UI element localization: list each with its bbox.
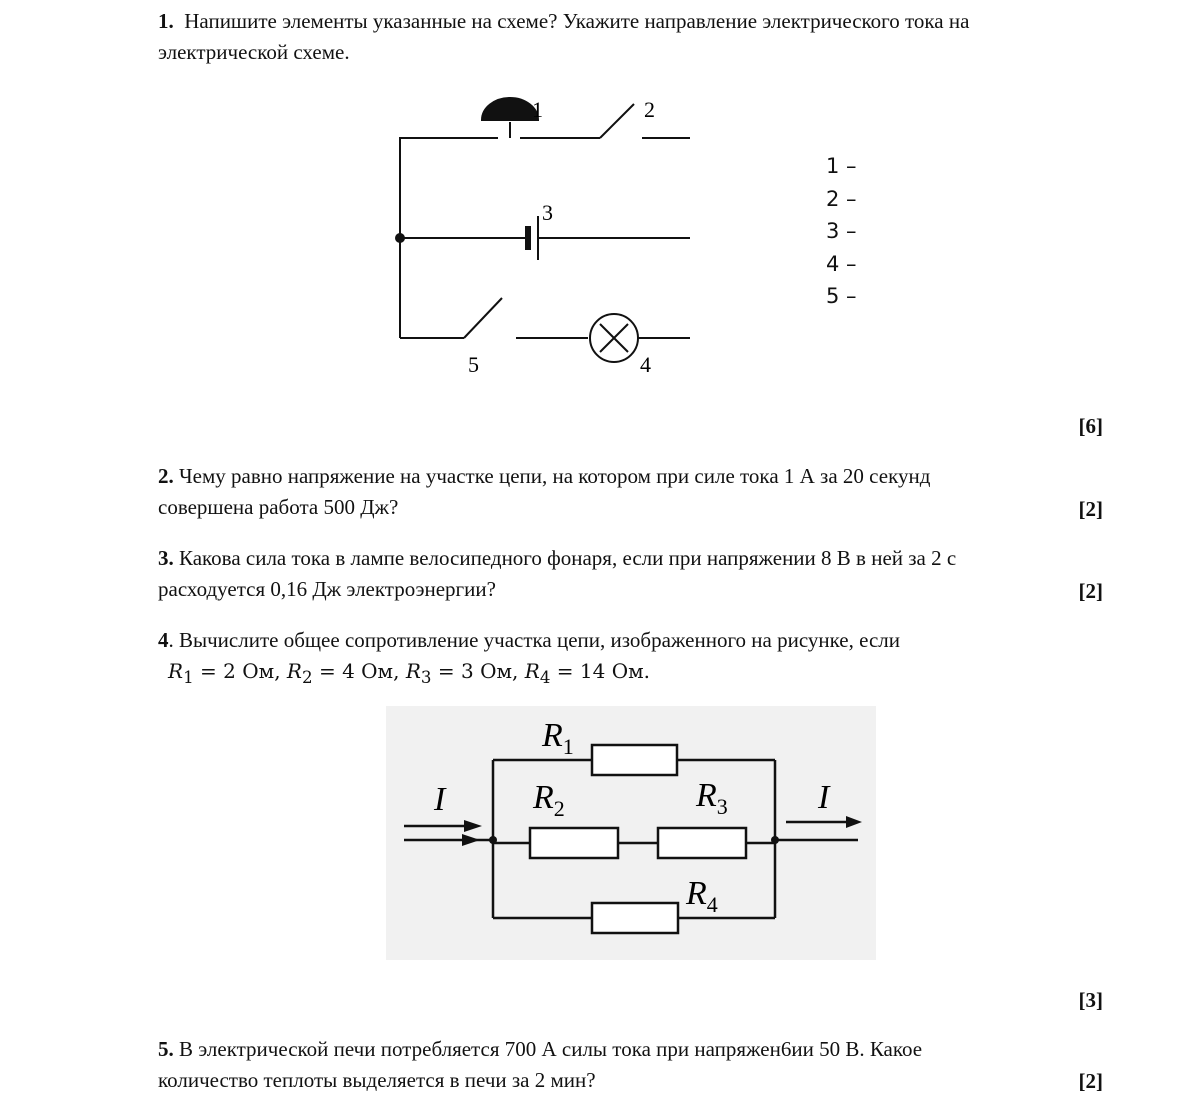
r3-subscript: 3 <box>716 794 728 819</box>
question-3-score: [2] <box>1078 579 1103 603</box>
legend-item-3: 3 – <box>826 219 857 243</box>
question-5-line-2: количество теплоты выделяется в печи за 2 мин? <box>158 1068 596 1092</box>
legend-list <box>826 150 857 313</box>
resistor-r3 <box>658 828 746 858</box>
r4-symbol: R <box>686 875 707 912</box>
label-3: 3 <box>542 200 553 225</box>
label-1: 1 <box>532 97 543 122</box>
question-2-score: [2] <box>1078 497 1103 521</box>
r2-value: 4 Ом <box>342 659 394 683</box>
r1-subscript: 1 <box>562 734 574 759</box>
resistor-r1 <box>592 745 677 775</box>
resistor-r2 <box>530 828 618 858</box>
r3-symbol: R <box>696 777 717 814</box>
question-4-score: [3] <box>1078 988 1103 1012</box>
question-2-number: 2. <box>158 464 174 488</box>
question-3-line-2: расходуется 0,16 Дж электроэнергии? <box>158 577 496 601</box>
label-2: 2 <box>644 97 655 122</box>
label-4: 4 <box>640 352 651 377</box>
question-4-line-1: . Вычислите общее сопротивление участка цепи, изображенного на рисунке, если <box>168 628 901 652</box>
question-2-line-1: Чему равно напряжение на участке цепи, на котором при силе тока 1 А за 20 секунд <box>179 464 931 488</box>
legend-item-1: 1 – <box>826 154 857 178</box>
r1-value: 2 Ом <box>223 659 275 683</box>
label-5: 5 <box>468 352 479 377</box>
top-wire-right <box>642 138 690 238</box>
question-4-number: 4 <box>158 628 169 652</box>
junction-left <box>395 233 405 243</box>
question-1-line-2: электрической схеме. <box>158 40 350 64</box>
question-3-line-1: Какова сила тока в лампе велосипедного фонаря, если при напряжении 8 В в ней за 2 с <box>179 546 957 570</box>
r2-symbol: R <box>533 779 554 816</box>
question-1-text <box>158 6 969 68</box>
question-2-text <box>158 461 930 523</box>
r2-subscript: 2 <box>553 796 565 821</box>
left-node <box>489 836 497 844</box>
input-arrow-head <box>462 834 480 846</box>
top-wire-left <box>400 138 498 238</box>
question-2-line-2: совершена работа 500 Дж? <box>158 495 399 519</box>
r2-label <box>532 779 565 821</box>
right-node <box>771 836 779 844</box>
question-5-line-1: В электрической печи потребляется 700 А силы тока при напряжен6ии 50 В. Какое <box>179 1037 923 1061</box>
question-5-number: 5. <box>158 1037 174 1061</box>
r4-subscript: 4 <box>706 892 718 917</box>
legend-item-4: 4 – <box>826 251 857 276</box>
bell-icon <box>482 98 538 120</box>
question-1-line-1: Напишите элементы указанные на схеме? Укажите направление электрического тока на <box>184 9 970 33</box>
legend-item-2: 2 – <box>826 186 857 211</box>
circuit-diagram-1 <box>380 90 690 380</box>
question-1-score: [6] <box>1078 414 1103 438</box>
legend-item-5: 5 – <box>826 284 857 308</box>
question-1-number: 1. <box>158 9 174 33</box>
switch-2-blade <box>600 104 634 138</box>
resistor-r4 <box>592 903 678 933</box>
bottom-wire-right <box>638 238 690 338</box>
r1-symbol: R <box>542 717 563 754</box>
current-out-label: I <box>818 779 830 816</box>
switch-5-blade <box>464 298 502 338</box>
r1-label <box>541 717 574 759</box>
r4-label <box>685 875 718 917</box>
question-4-text <box>158 625 900 693</box>
r4-value: 14 Ом. <box>579 659 651 683</box>
current-in-label: I <box>434 781 446 818</box>
question-5-score: [2] <box>1078 1069 1103 1093</box>
circuit-diagram-4 <box>386 706 876 960</box>
r3-label <box>695 777 728 819</box>
question-3-text <box>158 543 956 605</box>
r3-value: 3 Ом <box>461 659 513 683</box>
question-4-formula: $R_1 = 2$ Ом, $R_2 = 4$ Ом, $R_3 = 3$ Ом, $R_4 = 14$ Ом. <box>168 659 651 687</box>
question-3-number: 3. <box>158 546 174 570</box>
question-5-text <box>158 1034 922 1096</box>
